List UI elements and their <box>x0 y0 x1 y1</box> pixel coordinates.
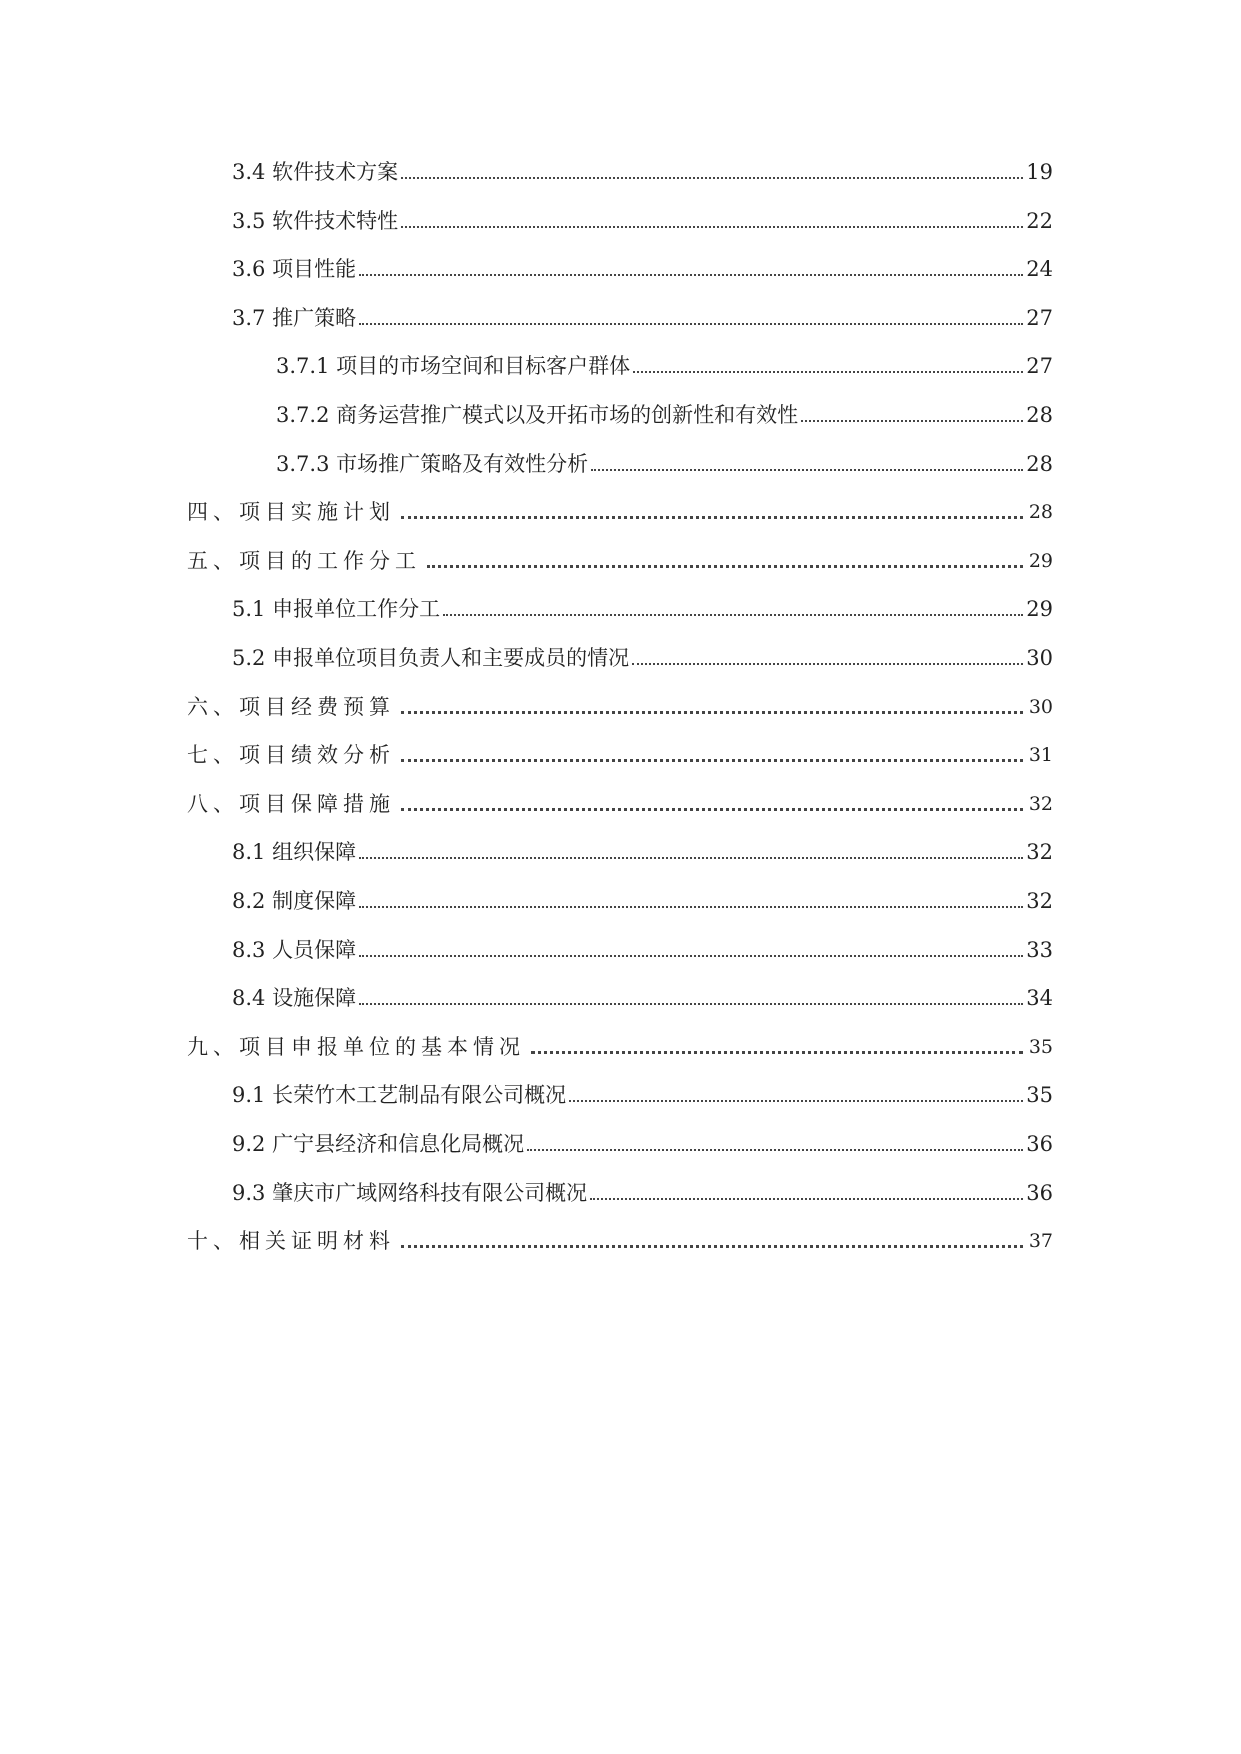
toc-entry[interactable] <box>0 733 1053 769</box>
toc-entry[interactable] <box>0 247 1053 283</box>
toc-entry-page-number: 27 <box>1026 305 1053 330</box>
toc-entry-page-number: 35 <box>1028 1035 1053 1058</box>
toc-entry-label: 六、项目经费预算 <box>187 694 395 719</box>
toc-entry-page-number: 36 <box>1026 1180 1053 1205</box>
toc-entry-page-number: 32 <box>1026 889 1053 913</box>
toc-entry[interactable] <box>0 1025 1053 1061</box>
toc-dot-leader <box>801 420 1023 422</box>
toc-entry-label: 3.7.2 商务运营推广模式以及开拓市场的创新性和有效性 <box>276 403 799 427</box>
toc-entry-page-number: 28 <box>1026 451 1053 476</box>
toc-dot-leader <box>359 857 1023 859</box>
toc-entry-label: 3.7.1 项目的市场空间和目标客户群体 <box>276 354 631 379</box>
toc-entry[interactable] <box>0 782 1053 818</box>
toc-dot-leader <box>401 226 1023 228</box>
toc-entry-page-number: 24 <box>1026 257 1053 282</box>
toc-entry-page-number: 34 <box>1026 986 1053 1011</box>
toc-entry-label: 五、项目的工作分工 <box>187 548 421 573</box>
toc-entry[interactable] <box>0 976 1053 1012</box>
toc-entry-label: 3.7.3 市场推广策略及有效性分析 <box>276 451 589 476</box>
toc-entry[interactable] <box>0 587 1053 623</box>
toc-entry-label: 3.6 项目性能 <box>232 257 357 282</box>
toc-entry[interactable] <box>0 636 1053 672</box>
toc-dot-leader <box>401 177 1023 179</box>
toc-entry-page-number: 28 <box>1026 403 1053 427</box>
toc-entry-label: 5.2 申报单位项目负责人和主要成员的情况 <box>232 646 630 670</box>
toc-entry[interactable] <box>0 344 1053 380</box>
toc-entry[interactable] <box>0 830 1053 866</box>
toc-dot-leader <box>427 565 1023 568</box>
toc-entry[interactable] <box>0 928 1053 964</box>
toc-entry[interactable] <box>0 685 1053 721</box>
toc-dot-leader <box>527 1149 1023 1151</box>
toc-entry[interactable] <box>0 490 1053 526</box>
toc-entry-label: 8.4 设施保障 <box>232 986 357 1011</box>
toc-entry-label: 8.2 制度保障 <box>232 889 357 913</box>
toc-entry-label: 9.3 肇庆市广域网络科技有限公司概况 <box>232 1180 588 1205</box>
toc-entry[interactable] <box>0 879 1053 915</box>
toc-entry[interactable] <box>0 539 1053 575</box>
toc-entry[interactable] <box>0 1122 1053 1158</box>
toc-dot-leader <box>359 906 1023 908</box>
toc-entry-label: 八、项目保障措施 <box>187 791 395 816</box>
toc-dot-leader <box>401 516 1023 519</box>
toc-entry-label: 9.2 广宁县经济和信息化局概况 <box>232 1132 525 1156</box>
toc-entry-label: 七、项目绩效分析 <box>187 743 395 768</box>
toc-entry-label: 8.3 人员保障 <box>232 937 357 962</box>
toc-entry-label: 8.1 组织保障 <box>232 840 357 865</box>
toc-dot-leader <box>359 323 1023 325</box>
toc-entry-label: 十、相关证明材料 <box>187 1229 395 1254</box>
toc-dot-leader <box>359 274 1023 276</box>
toc-dot-leader <box>590 1198 1023 1200</box>
toc-entry[interactable] <box>0 1219 1053 1255</box>
toc-entry-page-number: 30 <box>1028 695 1053 718</box>
toc-entry[interactable] <box>0 393 1053 429</box>
toc-dot-leader <box>591 469 1023 471</box>
toc-entry-page-number: 29 <box>1028 549 1053 572</box>
toc-entry-label: 九、项目申报单位的基本情况 <box>187 1034 525 1059</box>
toc-dot-leader <box>401 711 1023 714</box>
toc-entry-page-number: 22 <box>1026 208 1053 233</box>
toc-entry-page-number: 35 <box>1026 1083 1053 1108</box>
toc-entry-page-number: 29 <box>1026 597 1053 622</box>
toc-dot-leader <box>443 614 1023 616</box>
toc-entry-label: 5.1 申报单位工作分工 <box>232 597 441 622</box>
toc-dot-leader <box>401 808 1023 811</box>
toc-entry-label: 9.1 长荣竹木工艺制品有限公司概况 <box>232 1083 567 1108</box>
toc-dot-leader <box>632 663 1023 665</box>
toc-entry[interactable] <box>0 199 1053 235</box>
toc-dot-leader <box>359 955 1023 957</box>
toc-entry-page-number: 19 <box>1026 160 1053 184</box>
toc-entry-page-number: 28 <box>1028 501 1053 524</box>
toc-entry[interactable] <box>0 150 1053 186</box>
toc-entry-page-number: 30 <box>1026 646 1053 670</box>
toc-entry-label: 3.5 软件技术特性 <box>232 208 399 233</box>
toc-entry-page-number: 31 <box>1028 744 1053 767</box>
toc-entry[interactable] <box>0 296 1053 332</box>
toc-dot-leader <box>633 371 1023 373</box>
toc-entry-page-number: 36 <box>1026 1132 1053 1156</box>
toc-entry[interactable] <box>0 442 1053 478</box>
toc-entry-page-number: 33 <box>1026 937 1053 962</box>
toc-entry[interactable] <box>0 1073 1053 1109</box>
toc-entry-label: 四、项目实施计划 <box>187 500 395 525</box>
toc-dot-leader <box>569 1100 1023 1102</box>
toc-entry-label: 3.4 软件技术方案 <box>232 160 399 184</box>
toc-entry[interactable] <box>0 1171 1053 1207</box>
toc-entry-page-number: 37 <box>1028 1230 1053 1253</box>
toc-entry-page-number: 27 <box>1026 354 1053 379</box>
toc-dot-leader <box>531 1051 1023 1054</box>
toc-entry-label: 3.7 推广策略 <box>232 305 357 330</box>
toc-entry-page-number: 32 <box>1028 792 1053 815</box>
toc-entry-page-number: 32 <box>1026 840 1053 865</box>
toc-dot-leader <box>401 1245 1023 1248</box>
toc-dot-leader <box>359 1003 1023 1005</box>
toc-dot-leader <box>401 759 1023 762</box>
